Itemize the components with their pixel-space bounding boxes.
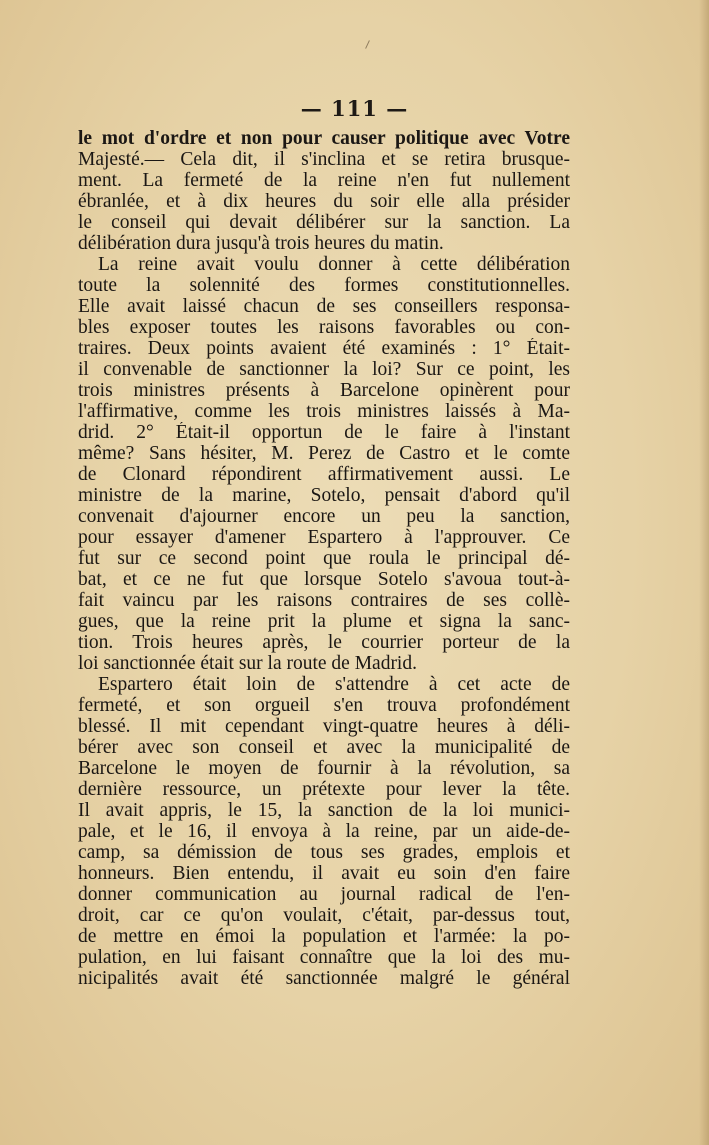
text-line: traires. Deux points avaient été examinés : 1° Était- bbox=[78, 338, 570, 359]
text-line: le mot d'ordre et non pour causer politique avec Votre bbox=[78, 128, 570, 149]
text-line: dernière ressource, un prétexte pour lever la tête. bbox=[78, 779, 570, 800]
text-line: gues, que la reine prit la plume et signa la sanc- bbox=[78, 611, 570, 632]
text-line: honneurs. Bien entendu, il avait eu soin d'en faire bbox=[78, 863, 570, 884]
paragraph-start-line: La reine avait voulu donner à cette délibération bbox=[98, 254, 570, 275]
text-line: de mettre en émoi la population et l'armée: la po- bbox=[78, 926, 570, 947]
body-text bbox=[78, 128, 570, 989]
text-line: Il avait appris, le 15, la sanction de la loi munici- bbox=[78, 800, 570, 821]
text-line: ministre de la marine, Sotelo, pensait d'abord qu'il bbox=[78, 485, 570, 506]
text-line: de Clonard répondirent affirmativement aussi. Le bbox=[78, 464, 570, 485]
text-line: donner communication au journal radical de l'en- bbox=[78, 884, 570, 905]
text-line: trois ministres présents à Barcelone opinèrent pour bbox=[78, 380, 570, 401]
text-line: pour essayer d'amener Espartero à l'approuver. Ce bbox=[78, 527, 570, 548]
page-edge-shadow bbox=[699, 0, 709, 1145]
text-line: tion. Trois heures après, le courrier porteur de la bbox=[78, 632, 570, 653]
text-line: Barcelone le moyen de fournir à la révolution, sa bbox=[78, 758, 570, 779]
text-line: ébranlée, et à dix heures du soir elle alla présider bbox=[78, 191, 570, 212]
text-line: bérer avec son conseil et avec la municipalité de bbox=[78, 737, 570, 758]
text-line: l'affirmative, comme les trois ministres laissés à Ma- bbox=[78, 401, 570, 422]
text-line: bat, et ce ne fut que lorsque Sotelo s'avoua tout-à- bbox=[78, 569, 570, 590]
text-line: ment. La fermeté de la reine n'en fut nullement bbox=[78, 170, 570, 191]
page-number-header: — 111 — bbox=[300, 96, 409, 121]
text-line: Majesté.— Cela dit, il s'inclina et se retira brusque- bbox=[78, 149, 570, 170]
text-line: il convenable de sanctionner la loi? Sur ce point, les bbox=[78, 359, 570, 380]
text-line: fut sur ce second point que roula le principal dé- bbox=[78, 548, 570, 569]
text-line: fermeté, et son orgueil s'en trouva profondément bbox=[78, 695, 570, 716]
text-line: le conseil qui devait délibérer sur la sanction. La bbox=[78, 212, 570, 233]
text-line: blessé. Il mit cependant vingt-quatre heures à déli- bbox=[78, 716, 570, 737]
text-line: drid. 2° Était-il opportun de le faire à l'instant bbox=[78, 422, 570, 443]
text-line: bles exposer toutes les raisons favorables ou con- bbox=[78, 317, 570, 338]
text-line: loi sanctionnée était sur la route de Madrid. bbox=[78, 653, 417, 674]
text-line: nicipalités avait été sanctionnée malgré le général bbox=[78, 968, 570, 989]
text-line: délibération dura jusqu'à trois heures du matin. bbox=[78, 233, 444, 254]
text-line: droit, car ce qu'on voulait, c'était, par-dessus tout, bbox=[78, 905, 570, 926]
paragraph-start-line: Espartero était loin de s'attendre à cet acte de bbox=[98, 674, 570, 695]
text-line: pale, et le 16, il envoya à la reine, par un aide-de- bbox=[78, 821, 570, 842]
text-line: Elle avait laissé chacun de ses conseillers responsa- bbox=[78, 296, 570, 317]
text-line: pulation, en lui faisant connaître que la loi des mu- bbox=[78, 947, 570, 968]
text-line: fait vaincu par les raisons contraires de ses collè- bbox=[78, 590, 570, 611]
text-line: convenait d'ajourner encore un peu la sanction, bbox=[78, 506, 570, 527]
text-line: toute la solennité des formes constitutionnelles. bbox=[78, 275, 570, 296]
ink-speck bbox=[365, 40, 370, 49]
text-line: même? Sans hésiter, M. Perez de Castro et le comte bbox=[78, 443, 570, 464]
text-line: camp, sa démission de tous ses grades, emplois et bbox=[78, 842, 570, 863]
